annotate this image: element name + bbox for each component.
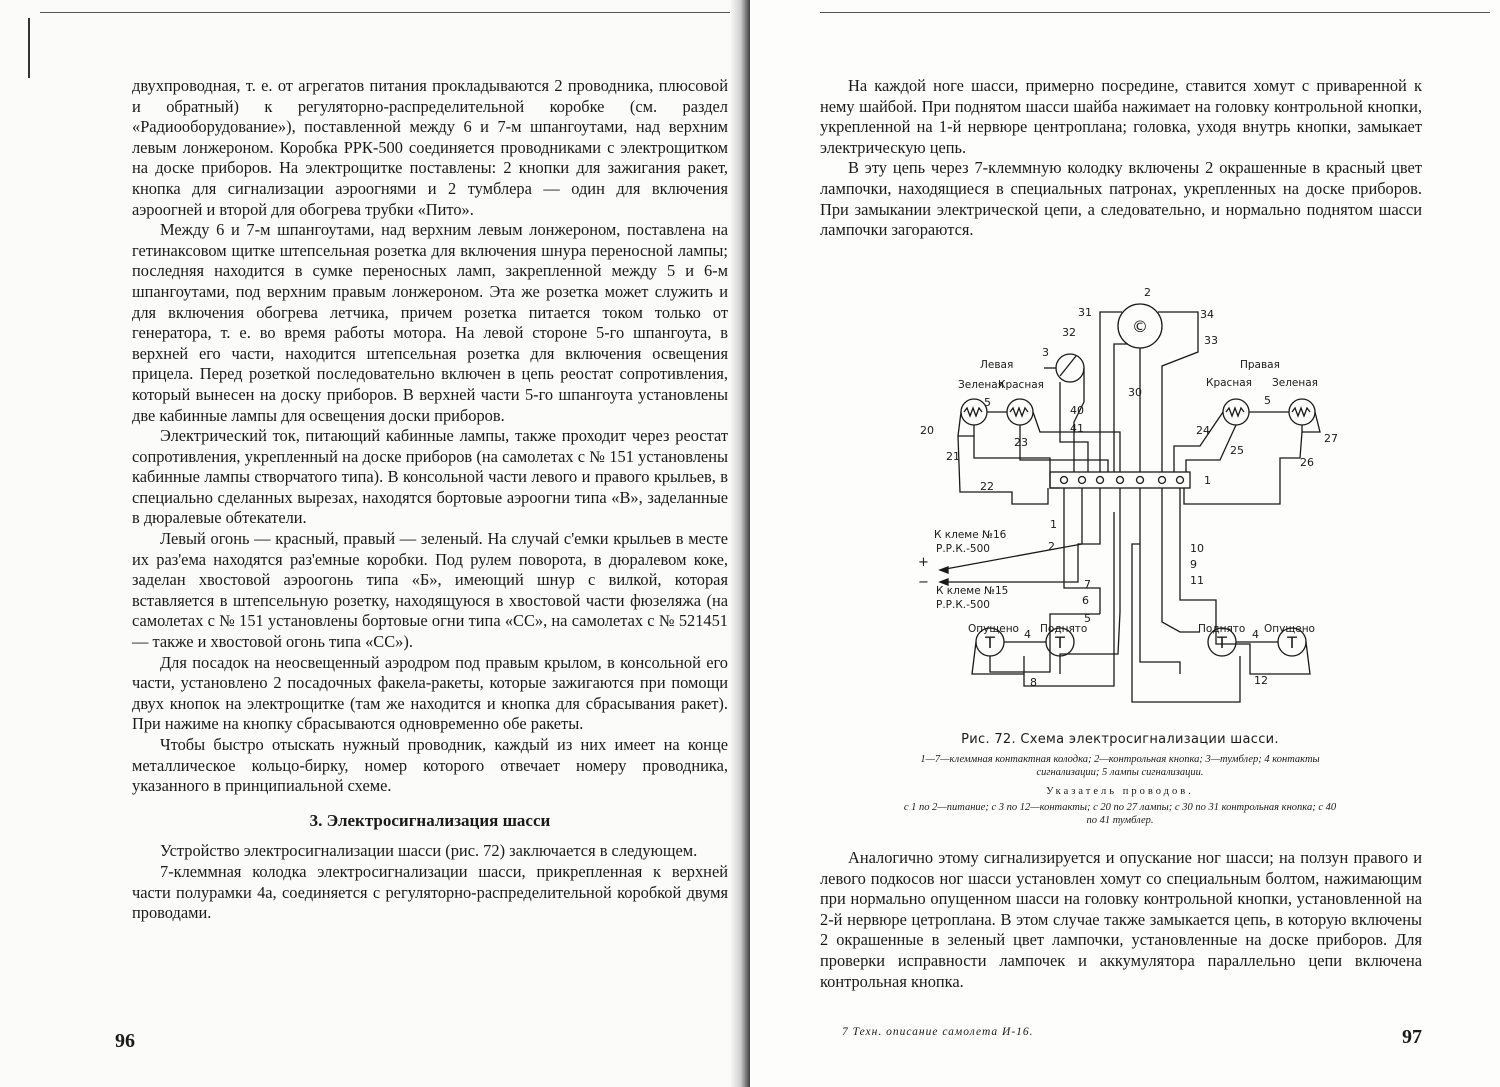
label-2: 2 bbox=[1048, 540, 1055, 553]
green-label: Зеленая bbox=[1272, 377, 1318, 389]
label-40: 40 bbox=[1070, 404, 1084, 417]
label-26: 26 bbox=[1300, 456, 1314, 469]
paragraph: двухпроводная, т. е. от агрегатов питания прокладываются 2 проводника, плюсовой и обратный) к регуляторно-распределительной коробке (см. раздел «Радиооборудование»), поставленной между 6 и 7-м шпангоутами, над верхним левым лонжероном. Коробка РРК-500 соединяется проводниками с электрощитком на доске приборов. На электрощитке поставлены: 2 кнопки для зажигания ракет, кнопка для сигнализации аэроогнями и 2 тумблера — один для включения аэроогней и второй для обогрева трубки «Пито». bbox=[132, 76, 728, 219]
label-22: 22 bbox=[980, 480, 994, 493]
label-10: 10 bbox=[1190, 542, 1204, 555]
lowered-label: Опущено bbox=[968, 623, 1019, 635]
figure-caption bbox=[900, 732, 1340, 827]
label-3: 3 bbox=[1042, 346, 1049, 359]
top-rule bbox=[40, 12, 730, 13]
label-32: 32 bbox=[1062, 326, 1076, 339]
page-footer: 7 Техн. описание самолета И-16. bbox=[842, 1026, 1034, 1038]
wiring-diagram bbox=[900, 282, 1350, 722]
label-1: 1 bbox=[1050, 518, 1057, 531]
terminal bbox=[1137, 477, 1144, 484]
terminal bbox=[1117, 477, 1124, 484]
contact-symbol: T bbox=[1055, 633, 1065, 652]
scan-edge-mark bbox=[28, 18, 30, 78]
control-button-symbol: © bbox=[1132, 317, 1148, 336]
contact-symbol: T bbox=[985, 633, 995, 652]
raised-label: Поднято bbox=[1198, 623, 1246, 635]
label-41: 41 bbox=[1070, 422, 1084, 435]
label-9: 9 bbox=[1190, 558, 1197, 571]
red-label: Красная bbox=[1206, 377, 1252, 389]
label-11: 11 bbox=[1190, 574, 1204, 587]
label-8: 8 bbox=[1030, 676, 1037, 689]
paragraph: Между 6 и 7-м шпангоутами, над верхним левым лонжероном, поставлена на гетинаксовом щитке штепсельная розетка для включения шнура переносной лампы; последняя находится в сумке переносных ламп, закрепленной между 5 и 6-м шпангоутами, под верхним правым лонжероном. Эта же розетка может служить и для включения обогрева летчика, причем розетка питается током только от генератора, т. е. во время работы мотора. На левой стороне 5-го шпангоута, в верхней его части, находится штепсельная розетка для включения освещения прицела. Перед розеткой последовательно включен в цепь реостат сопротивления, который вынесен на доску приборов. В верхней части 5-го шпангоута установлены две кабинные лампы для освещения доски приборов. bbox=[132, 220, 728, 425]
red-label: Красная bbox=[998, 379, 1044, 391]
label-27: 27 bbox=[1324, 432, 1338, 445]
terminal16-label: К клеме №16 bbox=[934, 529, 1007, 541]
label-31: 31 bbox=[1078, 306, 1092, 319]
label-1: 1 bbox=[1204, 474, 1211, 487]
label-30: 30 bbox=[1128, 386, 1142, 399]
label-34: 34 bbox=[1200, 308, 1214, 321]
minus-sign: − bbox=[918, 575, 929, 590]
terminal bbox=[1079, 477, 1086, 484]
terminal bbox=[1177, 477, 1184, 484]
label-20: 20 bbox=[920, 424, 934, 437]
contact-symbol: T bbox=[1217, 633, 1227, 652]
label-12: 12 bbox=[1254, 674, 1268, 687]
terminal bbox=[1061, 477, 1068, 484]
paragraph: Чтобы быстро отыскать нужный проводник, каждый из них имеет на конце металлическое кольцо-бирку, номер которого отвечает номеру проводника, указанного в принципиальной схеме. bbox=[132, 735, 728, 796]
paragraph: 7-клеммная колодка электросигнализации шасси, прикрепленная к верхней части полурамки 4а, соединяется с регуляторно-распределительной коробкой двумя проводами. bbox=[132, 861, 728, 923]
terminal-block bbox=[1050, 472, 1190, 488]
plus-sign: + bbox=[918, 555, 929, 570]
lowered-label: Опущено bbox=[1264, 623, 1315, 635]
paragraph: Аналогично этому сигнализируется и опускание ног шасси; на ползун правого и левого подкосов ног шасси установлен хомут со специальным болтом, нажимающим при нормально опущенном шасси на головку контрольной кнопки, установленной на 2-й нервюре цетроплана. В этом случае также замыкается цепь, в которую включены 2 окрашенные в зеленый цвет лампочки, установленные на доске приборов. Для проверки исправности лампочек и аккумулятора параллельно цепи включена контрольная кнопка. bbox=[820, 848, 1422, 991]
label-33: 33 bbox=[1204, 334, 1218, 347]
terminal bbox=[1097, 477, 1104, 484]
paragraph: В эту цепь через 7-клеммную колодку включены 2 окрашенные в красный цвет лампочки, находящиеся в специальных патронах, укрепленных на доске приборов. При замыкании электрической цепи, а следовательно, и нормально поднятом шасси лампочки загораются. bbox=[820, 158, 1422, 240]
green-label: Зеленая bbox=[958, 379, 1004, 391]
label-25: 25 bbox=[1230, 444, 1244, 457]
label-6: 6 bbox=[1082, 594, 1089, 607]
raised-label: Поднято bbox=[1040, 623, 1088, 635]
paragraph: На каждой ноге шасси, примерно посредине, ставится хомут с приваренной к нему шайбой. При поднятом шасси шайба нажимает на головку контрольной кнопки, укрепленной на 1-й нервюре центроплана; головка, уходя внутрь кнопки, замыкает электрическую цепь. bbox=[820, 76, 1422, 157]
paragraph: Электрический ток, питающий кабинные лампы, также проходит через реостат сопротивления, укрепленный на доске приборов (на самолетах с № 151 установлены кабинные лампы створчатого типа). В консольной части левого и правого крыльев, в специально сделанных вырезах, находятся бортовые аэроогни типа «В», заделанные в дюралевые обтекатели. bbox=[132, 426, 728, 528]
right-body-top bbox=[820, 76, 1422, 241]
terminal15-label: К клеме №15 bbox=[936, 585, 1009, 597]
page-number: 97 bbox=[1402, 1026, 1422, 1048]
figure-title: Рис. 72. Схема электросигнализации шасси. bbox=[961, 732, 1279, 747]
wires-legend: с 1 по 2—питание; с 3 по 12—контакты; с 20 по 27 лампы; с 30 по 31 контрольная кнопка; с 40 по 41 тумблер. bbox=[903, 802, 1337, 826]
figure-legend: 1—7—клеммная контактная колодка; 2—контрольная кнопка; 3—тумблер; 4 контакты сигнализации; 5 лампы сигнализации. bbox=[920, 754, 1320, 778]
rrk-label: Р.Р.К.-500 bbox=[936, 599, 990, 611]
left-body bbox=[132, 76, 728, 924]
terminal bbox=[1159, 477, 1166, 484]
right-group-label: Правая bbox=[1240, 359, 1280, 371]
contact-symbol: T bbox=[1287, 633, 1297, 652]
left-group-label: Левая bbox=[980, 359, 1014, 371]
toggle-switch bbox=[1056, 354, 1084, 382]
label-5: 5 bbox=[1264, 394, 1271, 407]
section-heading: 3. Электросигнализация шасси bbox=[309, 810, 551, 830]
label-4: 4 bbox=[1252, 628, 1259, 641]
label-7: 7 bbox=[1084, 578, 1091, 591]
label-5: 5 bbox=[1084, 612, 1091, 625]
paragraph: Левый огонь — красный, правый — зеленый. На случай с'емки крыльев в месте их раз'ема находятся раз'емные коробки. Под рулем поворота, в дюралевом коке, заделан хвостовой аэроогонь типа «Б», имеющий шнур с вилкой, которая вставляется в штепсельную розетку, находящуюся в хвостовой части фюзеляжа (на самолетах с № 151 установлены бортовые огни типа «СС», на самолетах с № 521451 — также и хвостовой огонь типа «СС»). bbox=[132, 529, 728, 652]
label-24: 24 bbox=[1196, 424, 1210, 437]
wires-heading: Указатель проводов. bbox=[1046, 786, 1194, 797]
label-4: 4 bbox=[1024, 628, 1031, 641]
paragraph: Устройство электросигнализации шасси (рис. 72) заключается в следующем. bbox=[160, 841, 698, 861]
top-rule bbox=[820, 12, 1490, 13]
label-5: 5 bbox=[984, 396, 991, 409]
page-number: 96 bbox=[115, 1030, 135, 1052]
label-2: 2 bbox=[1144, 286, 1151, 299]
rrk-label: Р.Р.К.-500 bbox=[936, 543, 990, 555]
right-body-bottom bbox=[820, 848, 1422, 992]
label-23: 23 bbox=[1014, 436, 1028, 449]
label-21: 21 bbox=[946, 450, 960, 463]
paragraph: Для посадок на неосвещенный аэродром под правым крылом, в консольной его части, установлено 2 посадочных факела-ракеты, которые зажигаются при помощи двух кнопок на электрощитке (там же находится и кнопка для сбрасывания ракет). При нажиме на кнопку сбрасываются одновременно обе ракеты. bbox=[132, 652, 728, 734]
